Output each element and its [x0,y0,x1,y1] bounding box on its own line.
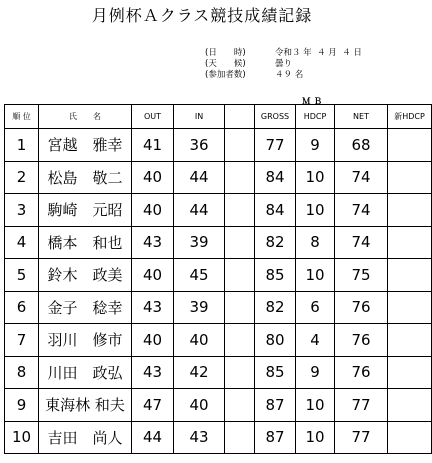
cell-rank: 5 [5,259,39,292]
cell-hdcp: 9 [296,129,335,162]
cell-hdcp: 10 [296,259,335,292]
column-header-new-hdcp: 新HDCP [388,105,432,129]
table-row [5,389,432,422]
info-row-participants [205,70,362,81]
table-row [5,421,432,454]
cell-gross: 84 [255,194,296,227]
info-label: (日 時) [205,48,246,58]
cell-gross: 82 [255,226,296,259]
column-header-rank: 順 位 [5,105,39,129]
results-table [4,104,432,454]
column-header-out: OUT [132,105,174,129]
cell-new-hdcp [388,324,432,357]
column-header-blank [225,105,255,129]
cell-name: 吉田 尚人 [39,421,132,454]
cell-hdcp: 8 [296,226,335,259]
cell-in: 43 [174,421,225,454]
cell-net: 76 [335,356,388,389]
cell-new-hdcp [388,389,432,422]
cell-out: 44 [132,421,174,454]
cell-out: 40 [132,194,174,227]
column-header-name: 氏 名 [39,105,132,129]
cell-in: 39 [174,291,225,324]
cell-name: 東海林 和夫 [39,389,132,422]
cell-rank: 7 [5,324,39,357]
cell-hdcp: 9 [296,356,335,389]
cell-name: 橋本 和也 [39,226,132,259]
cell-hdcp: 10 [296,421,335,454]
cell-out: 40 [132,324,174,357]
cell-blank [225,161,255,194]
info-value: ４９ 名 [275,70,304,80]
cell-in: 39 [174,226,225,259]
cell-hdcp: 4 [296,324,335,357]
table-row [5,129,432,162]
cell-gross: 85 [255,356,296,389]
cell-blank [225,356,255,389]
cell-rank: 2 [5,161,39,194]
cell-blank [225,421,255,454]
cell-gross: 82 [255,291,296,324]
cell-blank [225,226,255,259]
cell-new-hdcp [388,194,432,227]
cell-rank: 1 [5,129,39,162]
cell-new-hdcp [388,421,432,454]
cell-gross: 80 [255,324,296,357]
page-title: 月例杯Ａクラス競技成績記録 [91,6,313,25]
cell-in: 44 [174,194,225,227]
cell-new-hdcp [388,161,432,194]
cell-out: 43 [132,356,174,389]
cell-new-hdcp [388,129,432,162]
table-row [5,324,432,357]
info-row-weather [205,59,362,70]
cell-gross: 85 [255,259,296,292]
cell-gross: 87 [255,389,296,422]
cell-net: 74 [335,194,388,227]
cell-new-hdcp [388,356,432,389]
column-header-in: IN [174,105,225,129]
table-header-row [5,105,432,129]
cell-name: 駒崎 元昭 [39,194,132,227]
cell-rank: 3 [5,194,39,227]
info-row-date [205,48,362,59]
cell-name: 松島 敬二 [39,161,132,194]
cell-rank: 6 [5,291,39,324]
info-value: 曇り [275,59,293,69]
cell-out: 43 [132,226,174,259]
cell-hdcp: 10 [296,389,335,422]
cell-in: 44 [174,161,225,194]
cell-out: 43 [132,291,174,324]
cell-in: 40 [174,324,225,357]
event-info [205,48,362,81]
cell-rank: 10 [5,421,39,454]
table-row [5,259,432,292]
cell-new-hdcp [388,259,432,292]
info-label: (天 候) [205,59,246,69]
table-row [5,291,432,324]
cell-blank [225,389,255,422]
cell-new-hdcp [388,291,432,324]
cell-in: 40 [174,389,225,422]
table-body [5,129,432,454]
cell-net: 77 [335,389,388,422]
cell-rank: 9 [5,389,39,422]
cell-name: 川田 政弘 [39,356,132,389]
cell-blank [225,324,255,357]
cell-net: 77 [335,421,388,454]
cell-gross: 84 [255,161,296,194]
cell-name: 宮越 雅幸 [39,129,132,162]
cell-hdcp: 10 [296,161,335,194]
cell-blank [225,291,255,324]
cell-net: 75 [335,259,388,292]
cell-name: 羽川 修市 [39,324,132,357]
cell-net: 74 [335,161,388,194]
mb-label: ＭＢ [302,97,326,107]
info-label: (参加者数) [205,70,246,80]
cell-in: 36 [174,129,225,162]
table-row [5,161,432,194]
cell-gross: 87 [255,421,296,454]
cell-in: 42 [174,356,225,389]
column-header-net: NET [335,105,388,129]
cell-in: 45 [174,259,225,292]
cell-rank: 4 [5,226,39,259]
cell-out: 41 [132,129,174,162]
cell-out: 40 [132,259,174,292]
cell-name: 金子 稔幸 [39,291,132,324]
column-header-hdcp: HDCP [296,105,335,129]
cell-rank: 8 [5,356,39,389]
column-header-gross: GROSS [255,105,296,129]
cell-out: 47 [132,389,174,422]
cell-blank [225,259,255,292]
table-row [5,356,432,389]
cell-hdcp: 10 [296,194,335,227]
cell-blank [225,194,255,227]
cell-hdcp: 6 [296,291,335,324]
cell-net: 76 [335,324,388,357]
info-value: 令和３ 年 ４ 月 ４ 日 [275,48,362,58]
cell-gross: 77 [255,129,296,162]
table-row [5,194,432,227]
cell-net: 74 [335,226,388,259]
cell-net: 68 [335,129,388,162]
cell-name: 鈴木 政美 [39,259,132,292]
cell-out: 40 [132,161,174,194]
table-row [5,226,432,259]
cell-net: 76 [335,291,388,324]
cell-blank [225,129,255,162]
cell-new-hdcp [388,226,432,259]
